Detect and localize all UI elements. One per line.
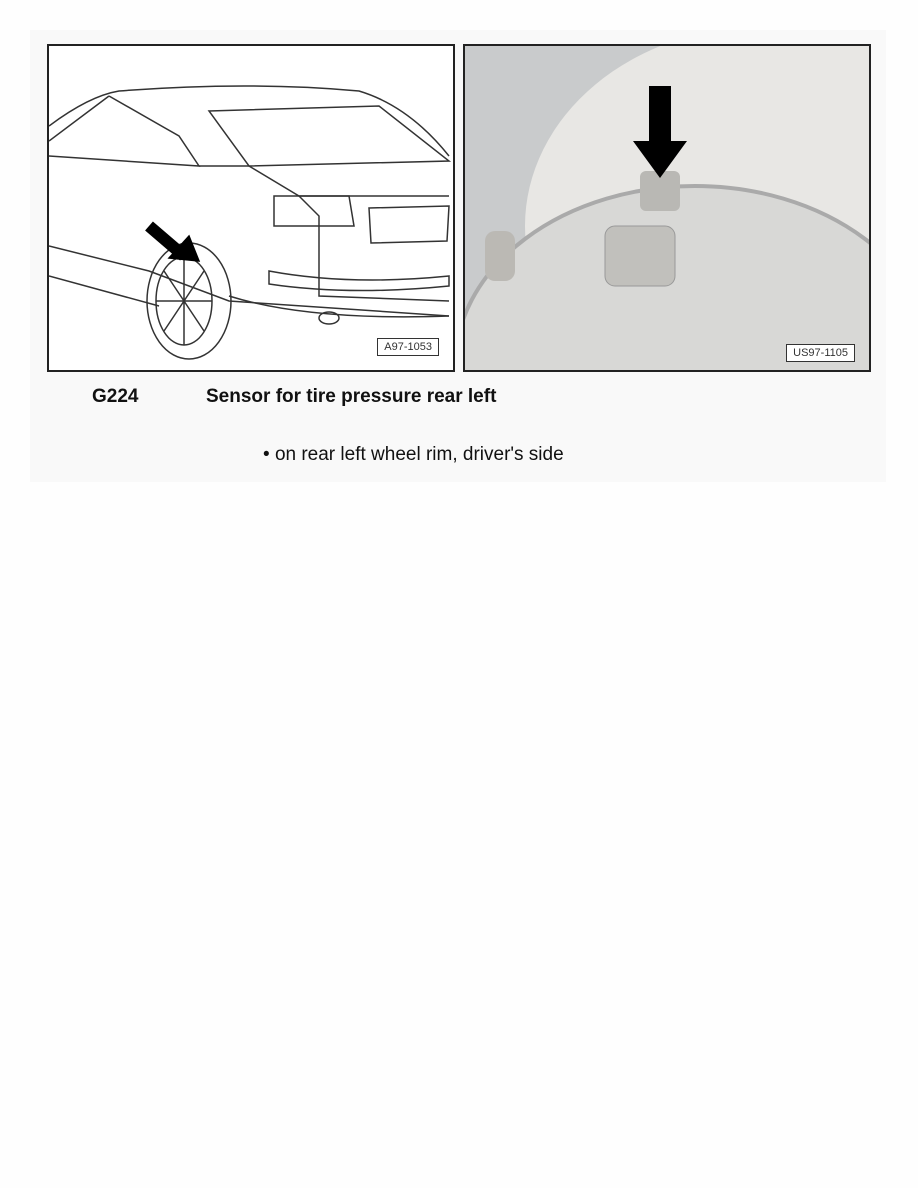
wheel-rim-photo bbox=[465, 46, 871, 372]
note-text: on rear left wheel rim, driver's side bbox=[274, 444, 564, 465]
car-illustration bbox=[49, 46, 455, 372]
figure-car-rear bbox=[47, 44, 455, 372]
figure-label: A97-1053 bbox=[377, 338, 439, 356]
note-item: • on rear left wheel rim, driver's side bbox=[263, 444, 564, 465]
component-name: Sensor for tire pressure rear left bbox=[206, 386, 497, 407]
component-code: G224 bbox=[92, 386, 139, 407]
figure-wheel-rim bbox=[463, 44, 871, 372]
figure-label: US97-1105 bbox=[786, 344, 855, 362]
